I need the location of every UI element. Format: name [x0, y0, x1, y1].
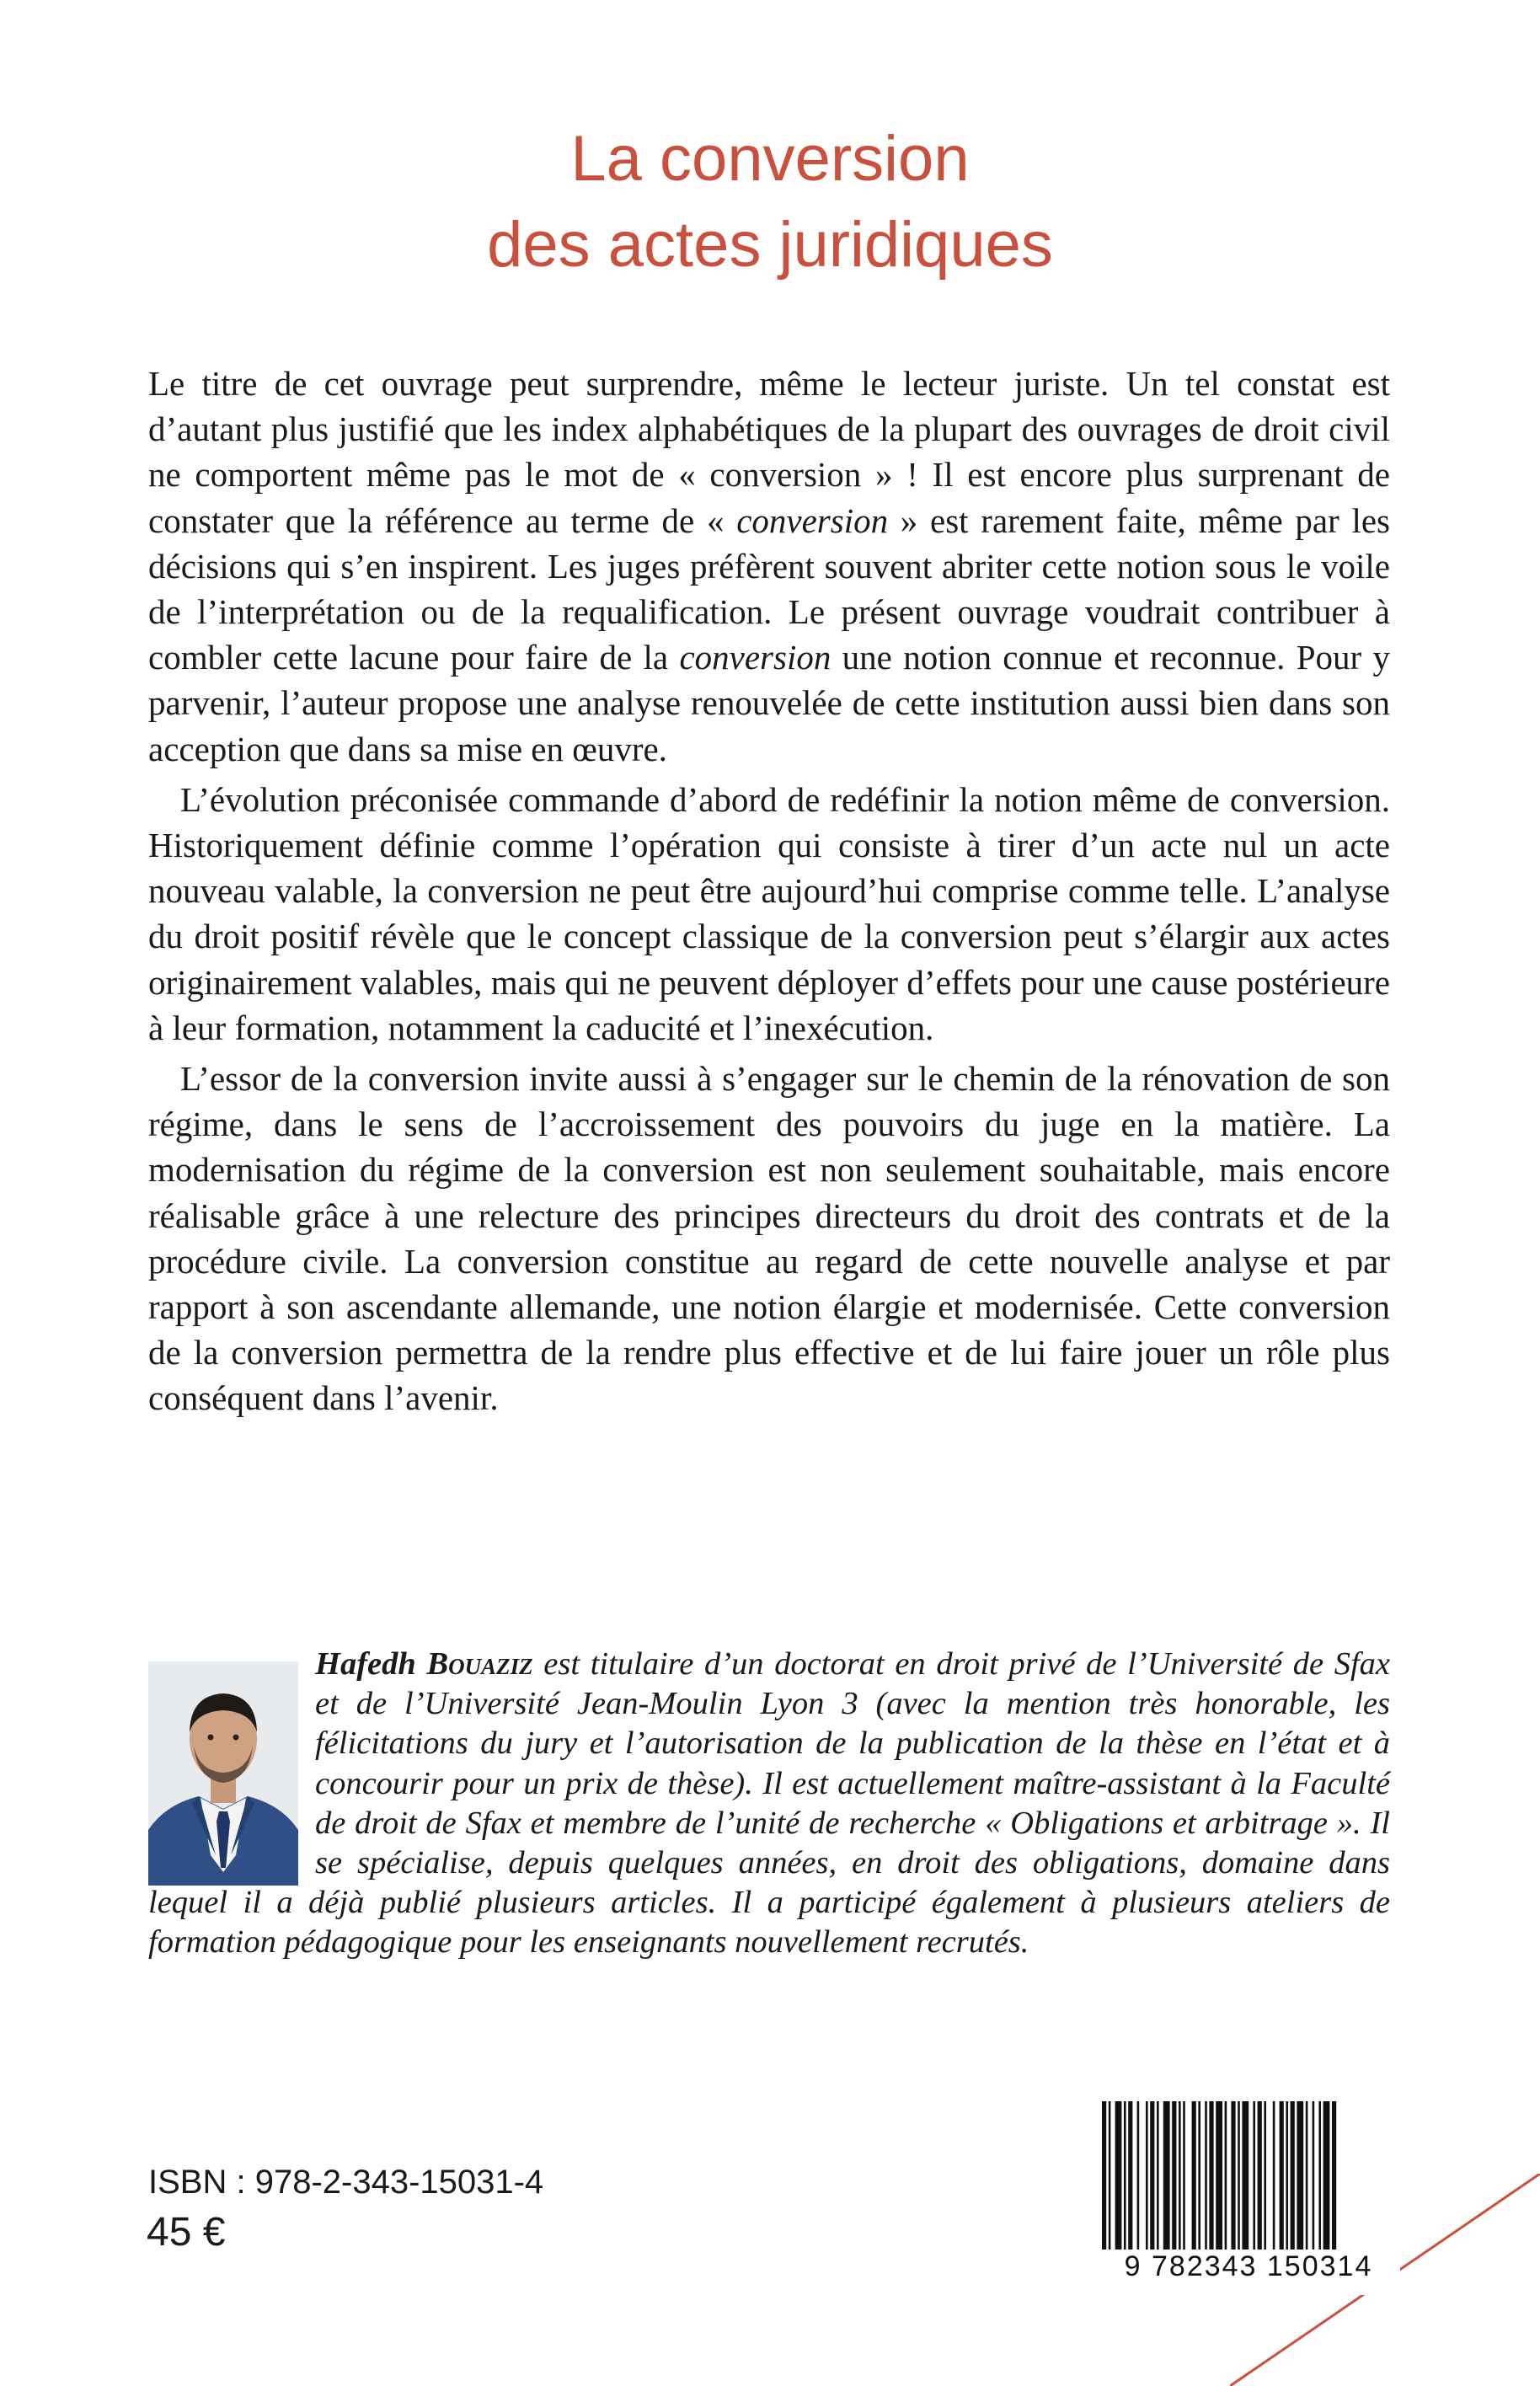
- barcode-bar: [1280, 2101, 1284, 2250]
- barcode-bar: [1183, 2101, 1185, 2250]
- barcode-bar: [1102, 2101, 1106, 2250]
- barcode-bar: [1225, 2101, 1227, 2250]
- barcode-bar: [1124, 2101, 1126, 2250]
- barcode-digits: 9 782343 150314: [1097, 2250, 1400, 2283]
- barcode-bar: [1179, 2101, 1181, 2250]
- barcode-bar: [1231, 2101, 1235, 2250]
- barcode-bar: [1146, 2101, 1148, 2250]
- barcode-bar: [1323, 2101, 1330, 2250]
- book-title: [0, 116, 1540, 288]
- barcode-bar: [1286, 2101, 1288, 2250]
- barcode-bar: [1297, 2101, 1303, 2250]
- barcode-bar: [1157, 2101, 1159, 2250]
- author-bio-text: est titulaire d’un doctorat en droit privé de l’Université de Sfax et de l’Université Jean-Moulin Lyon 3 (avec la mention très honorable, les félicitations du jury et l’autorisation de la publication de la thèse en l’état et à concourir pour un prix de thèse). Il est actuellement maître-assistant à la Faculté de droit de Sfax et membre de l’unité de recherche « Obligations et arbitrage ». Il se spécialise, depuis quelques années, en droit des obligations, domaine dans lequel il a déjà publié plusieurs articles. Il a participé également à plusieurs ateliers de formation pédagogique pour les enseignants nouvellement recrutés.: [148, 1646, 1390, 1961]
- barcode-bar: [1205, 2101, 1207, 2250]
- price: 45 €: [147, 2210, 226, 2255]
- barcode-bar: [1128, 2101, 1132, 2250]
- barcode-bar: [1109, 2101, 1111, 2250]
- title-line-2: des actes juridiques: [487, 209, 1053, 281]
- blurb-paragraph-2: L’évolution préconisée commande d’abord de redéfinir la notion même de conversion. Historiquement définie comme l’opération qui consiste à tirer d’un acte nul un acte nouveau valable, la conversion ne peut être aujourd’hui comprise comme telle. L’analyse du droit positif révèle que le concept classique de la conversion peut s’élargir aux actes originairement valables, mais qui ne peuvent déployer d’effets pour une cause postérieure à leur formation, notamment la caducité et l’inexécution.: [148, 779, 1390, 1047]
- barcode-bar: [1198, 2101, 1200, 2250]
- isbn: ISBN : 978-2-343-15031-4: [148, 2164, 544, 2201]
- barcode-bar: [1291, 2101, 1295, 2250]
- author-surname: Bouaziz: [426, 1646, 533, 1682]
- barcode-bar: [1137, 2101, 1140, 2250]
- emphasis-conversion: conversion: [679, 638, 831, 677]
- barcode-bar: [1242, 2101, 1249, 2250]
- barcode-bar: [1172, 2101, 1176, 2250]
- barcode-bar: [1273, 2101, 1275, 2250]
- barcode-bar: [1264, 2101, 1266, 2250]
- barcode-bar: [1318, 2101, 1321, 2250]
- barcode-bar: [1332, 2101, 1336, 2250]
- barcode-bar: [1306, 2101, 1308, 2250]
- emphasis-conversion: conversion: [736, 500, 889, 540]
- blurb-paragraph-3: L’essor de la conversion invite aussi à s’engager sur le chemin de la rénovation de son régime, dans le sens de l’accroissement des pouvoirs du juge en la matière. La modernisation du régime de la conversion est non seulement souhaitable, mais encore réalisable grâce à une relecture des principes directeurs du droit des contrats et de la procédure civile. La conversion constitue au regard de cette nouvelle analyse et par rapport à son ascendante allemande, une notion élargie et modernisée. Cette conversion de la conversion permettra de la rendre plus effective et de lui faire jouer un rôle plus conséquent dans l’avenir.: [148, 1059, 1390, 1418]
- blurb-paragraph-1: Le titre de cet ouvrage peut surprendre, même le lecteur juriste. Un tel constat est d’autant plus justifié que les index alphabétiques de la plupart des ouvrages de droit civil ne comportent même pas le mot de « conversion » ! Il est encore plus surprenant de constater que la référence au terme de « conversion » est rarement faite, même par les décisions qui s’en inspirent. Les juges préfèrent souvent abriter cette notion sous le voile de l’interprétation ou de la requalification. Le présent ouvrage voudrait contribuer à combler cette lacune pour faire de la conversion une notion connue et reconnue. Pour y parvenir, l’auteur propose une analyse renouvelée de cette institution aussi bien dans son acception que dans sa mise en œuvre.: [148, 364, 1390, 768]
- author-first-name: Hafedh: [315, 1646, 416, 1682]
- barcode-bar: [1115, 2101, 1122, 2250]
- barcode-bar: [1192, 2101, 1196, 2250]
- title-line-1: La conversion: [570, 123, 970, 195]
- barcode-bar: [1238, 2101, 1240, 2250]
- barcode-bar: [1150, 2101, 1154, 2250]
- barcode-bar: [1163, 2101, 1170, 2250]
- barcode-bar: [1209, 2101, 1213, 2250]
- blurb: [148, 361, 1390, 1421]
- barcode-bar: [1258, 2101, 1262, 2250]
- barcode-bar: [1313, 2101, 1315, 2250]
- author-biography: [148, 1645, 1390, 1963]
- barcode-bar: [1253, 2101, 1255, 2250]
- barcode-bar: [1216, 2101, 1222, 2250]
